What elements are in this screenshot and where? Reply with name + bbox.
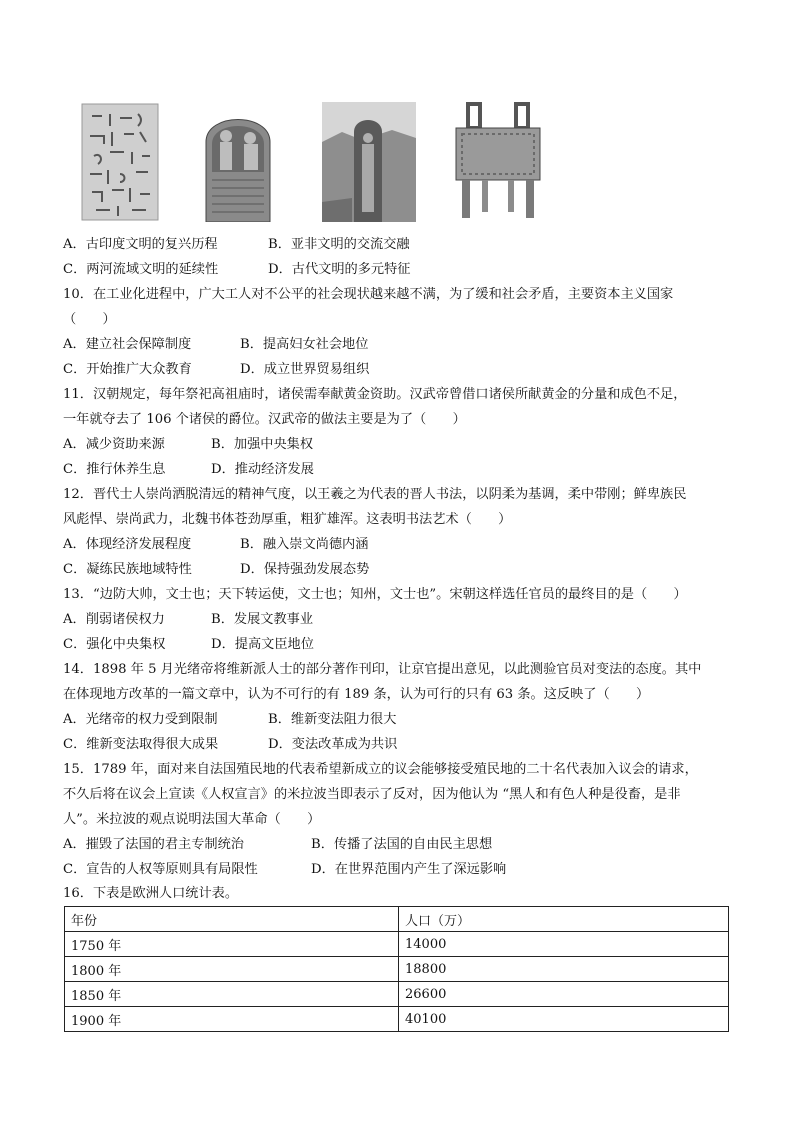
- q15-option-b[interactable]: B．传播了法国的自由民主思想: [311, 837, 493, 852]
- q13-option-d[interactable]: D．提高文臣地位: [211, 637, 314, 652]
- q9-option-d[interactable]: D．古代文明的多元特征: [268, 262, 411, 277]
- q14-option-d[interactable]: D．变法改革成为共识: [268, 737, 398, 752]
- q9-option-c[interactable]: C．两河流域文明的延续性: [63, 262, 219, 277]
- table-row: [65, 957, 729, 982]
- q9-option-a[interactable]: A．古印度文明的复兴历程: [63, 237, 218, 252]
- q9-option-b[interactable]: B．亚非文明的交流交融: [268, 237, 410, 252]
- q13-option-b[interactable]: B．发展文教事业: [211, 612, 314, 627]
- q14-option-a[interactable]: A．光绪帝的权力受到限制: [63, 712, 218, 727]
- q12-stem-line-1: 12．晋代士人崇尚洒脱清远的精神气度，以王羲之为代表的晋人书法，以阴柔为基调，柔中带刚；鲜卑族民: [63, 487, 687, 502]
- q11-option-b[interactable]: B．加强中央集权: [211, 437, 314, 452]
- q12-option-b[interactable]: B．融入崇文尚德内涵: [240, 537, 369, 552]
- table-header-row: [65, 907, 729, 932]
- q15-stem-line-1: 15．1789 年，面对来自法国殖民地的代表希望新成立的议会能够接受殖民地的二十名代表加入议会的请求，: [63, 762, 698, 777]
- bamiyan-buddha-icon: [322, 102, 416, 226]
- table-row: [65, 932, 729, 957]
- q10-answer-bracket: （ ）: [63, 312, 116, 327]
- q15-stem-line-3: 人”。米拉波的观点说明法国大革命（ ）: [63, 812, 321, 827]
- q10-option-d[interactable]: D．成立世界贸易组织: [240, 362, 370, 377]
- table-header-cell: 年份: [65, 907, 399, 932]
- table-row: [65, 982, 729, 1007]
- q14-option-c[interactable]: C．维新变法取得很大成果: [63, 737, 219, 752]
- cuneiform-tablet-icon: [80, 102, 160, 226]
- table-cell-year: 1750 年: [65, 932, 399, 957]
- table-row: [65, 1007, 729, 1032]
- q12-option-c[interactable]: C．凝练民族地域特性: [63, 562, 192, 577]
- q10-stem-line-1: 10．在工业化进程中，广大工人对不公平的社会现状越来越不满，为了缓和社会矛盾，主要资本主义国家: [63, 287, 674, 302]
- q15-option-c[interactable]: C．宣告的人权等原则具有局限性: [63, 862, 258, 877]
- q14-stem-line-1: 14．1898 年 5 月光绪帝将维新派人士的部分著作刊印，让京官提出意见，以此测验官员对变法的态度。其中: [63, 662, 702, 677]
- q10-option-c[interactable]: C．开始推广大众教育: [63, 362, 192, 377]
- q15-option-d[interactable]: D．在世界范围内产生了深远影响: [311, 862, 507, 877]
- table-header-cell: 人口（万）: [399, 907, 729, 932]
- q12-option-d[interactable]: D．保持强劲发展态势: [240, 562, 370, 577]
- q12-option-a[interactable]: A．体现经济发展程度: [63, 537, 192, 552]
- q13-option-a[interactable]: A．削弱诸侯权力: [63, 612, 165, 627]
- table-cell-year: 1900 年: [65, 1007, 399, 1032]
- q15-option-a[interactable]: A．摧毁了法国的君主专制统治: [63, 837, 244, 852]
- table-cell-year: 1850 年: [65, 982, 399, 1007]
- q11-option-d[interactable]: D．推动经济发展: [211, 462, 314, 477]
- hammurabi-stele-icon: [198, 102, 278, 226]
- table-cell-year: 1800 年: [65, 957, 399, 982]
- population-table: [64, 906, 729, 1032]
- q13-option-c[interactable]: C．强化中央集权: [63, 637, 166, 652]
- q10-option-a[interactable]: A．建立社会保障制度: [63, 337, 192, 352]
- q12-stem-line-2: 风彪悍、崇尚武力，北魏书体苍劲厚重，粗犷雄浑。这表明书法艺术（ ）: [63, 512, 512, 527]
- table-cell-population: 14000: [399, 932, 729, 957]
- table-cell-population: 18800: [399, 957, 729, 982]
- q11-stem-line-2: 一年就夺去了 106 个诸侯的爵位。汉武帝的做法主要是为了（ ）: [63, 412, 466, 427]
- q16-stem-line-1: 16．下表是欧洲人口统计表。: [63, 886, 239, 901]
- bronze-ding-icon: [448, 102, 548, 226]
- q11-option-a[interactable]: A．减少资助来源: [63, 437, 165, 452]
- q14-stem-line-2: 在体现地方改革的一篇文章中，认为不可行的有 189 条，认为可行的只有 63 条。这反映了（ ）: [63, 687, 650, 702]
- q15-stem-line-2: 不久后将在议会上宣读《人权宣言》的米拉波当即表示了反对，因为他认为 “黑人和有色人种是役畜，是非: [63, 787, 681, 802]
- table-cell-population: 40100: [399, 1007, 729, 1032]
- q13-stem-line-1: 13．“边防大帅，文士也；天下转运使，文士也；知州，文士也”。宋朝这样选任官员的最终目的是（ ）: [63, 587, 687, 602]
- table-cell-population: 26600: [399, 982, 729, 1007]
- q14-option-b[interactable]: B．维新变法阻力很大: [268, 712, 397, 727]
- q11-option-c[interactable]: C．推行休养生息: [63, 462, 166, 477]
- q10-option-b[interactable]: B．提高妇女社会地位: [240, 337, 369, 352]
- q11-stem-line-1: 11．汉朝规定，每年祭祀高祖庙时，诸侯需奉献黄金资助。汉武帝曾借口诸侯所献黄金的分量和成色不足，: [63, 387, 687, 402]
